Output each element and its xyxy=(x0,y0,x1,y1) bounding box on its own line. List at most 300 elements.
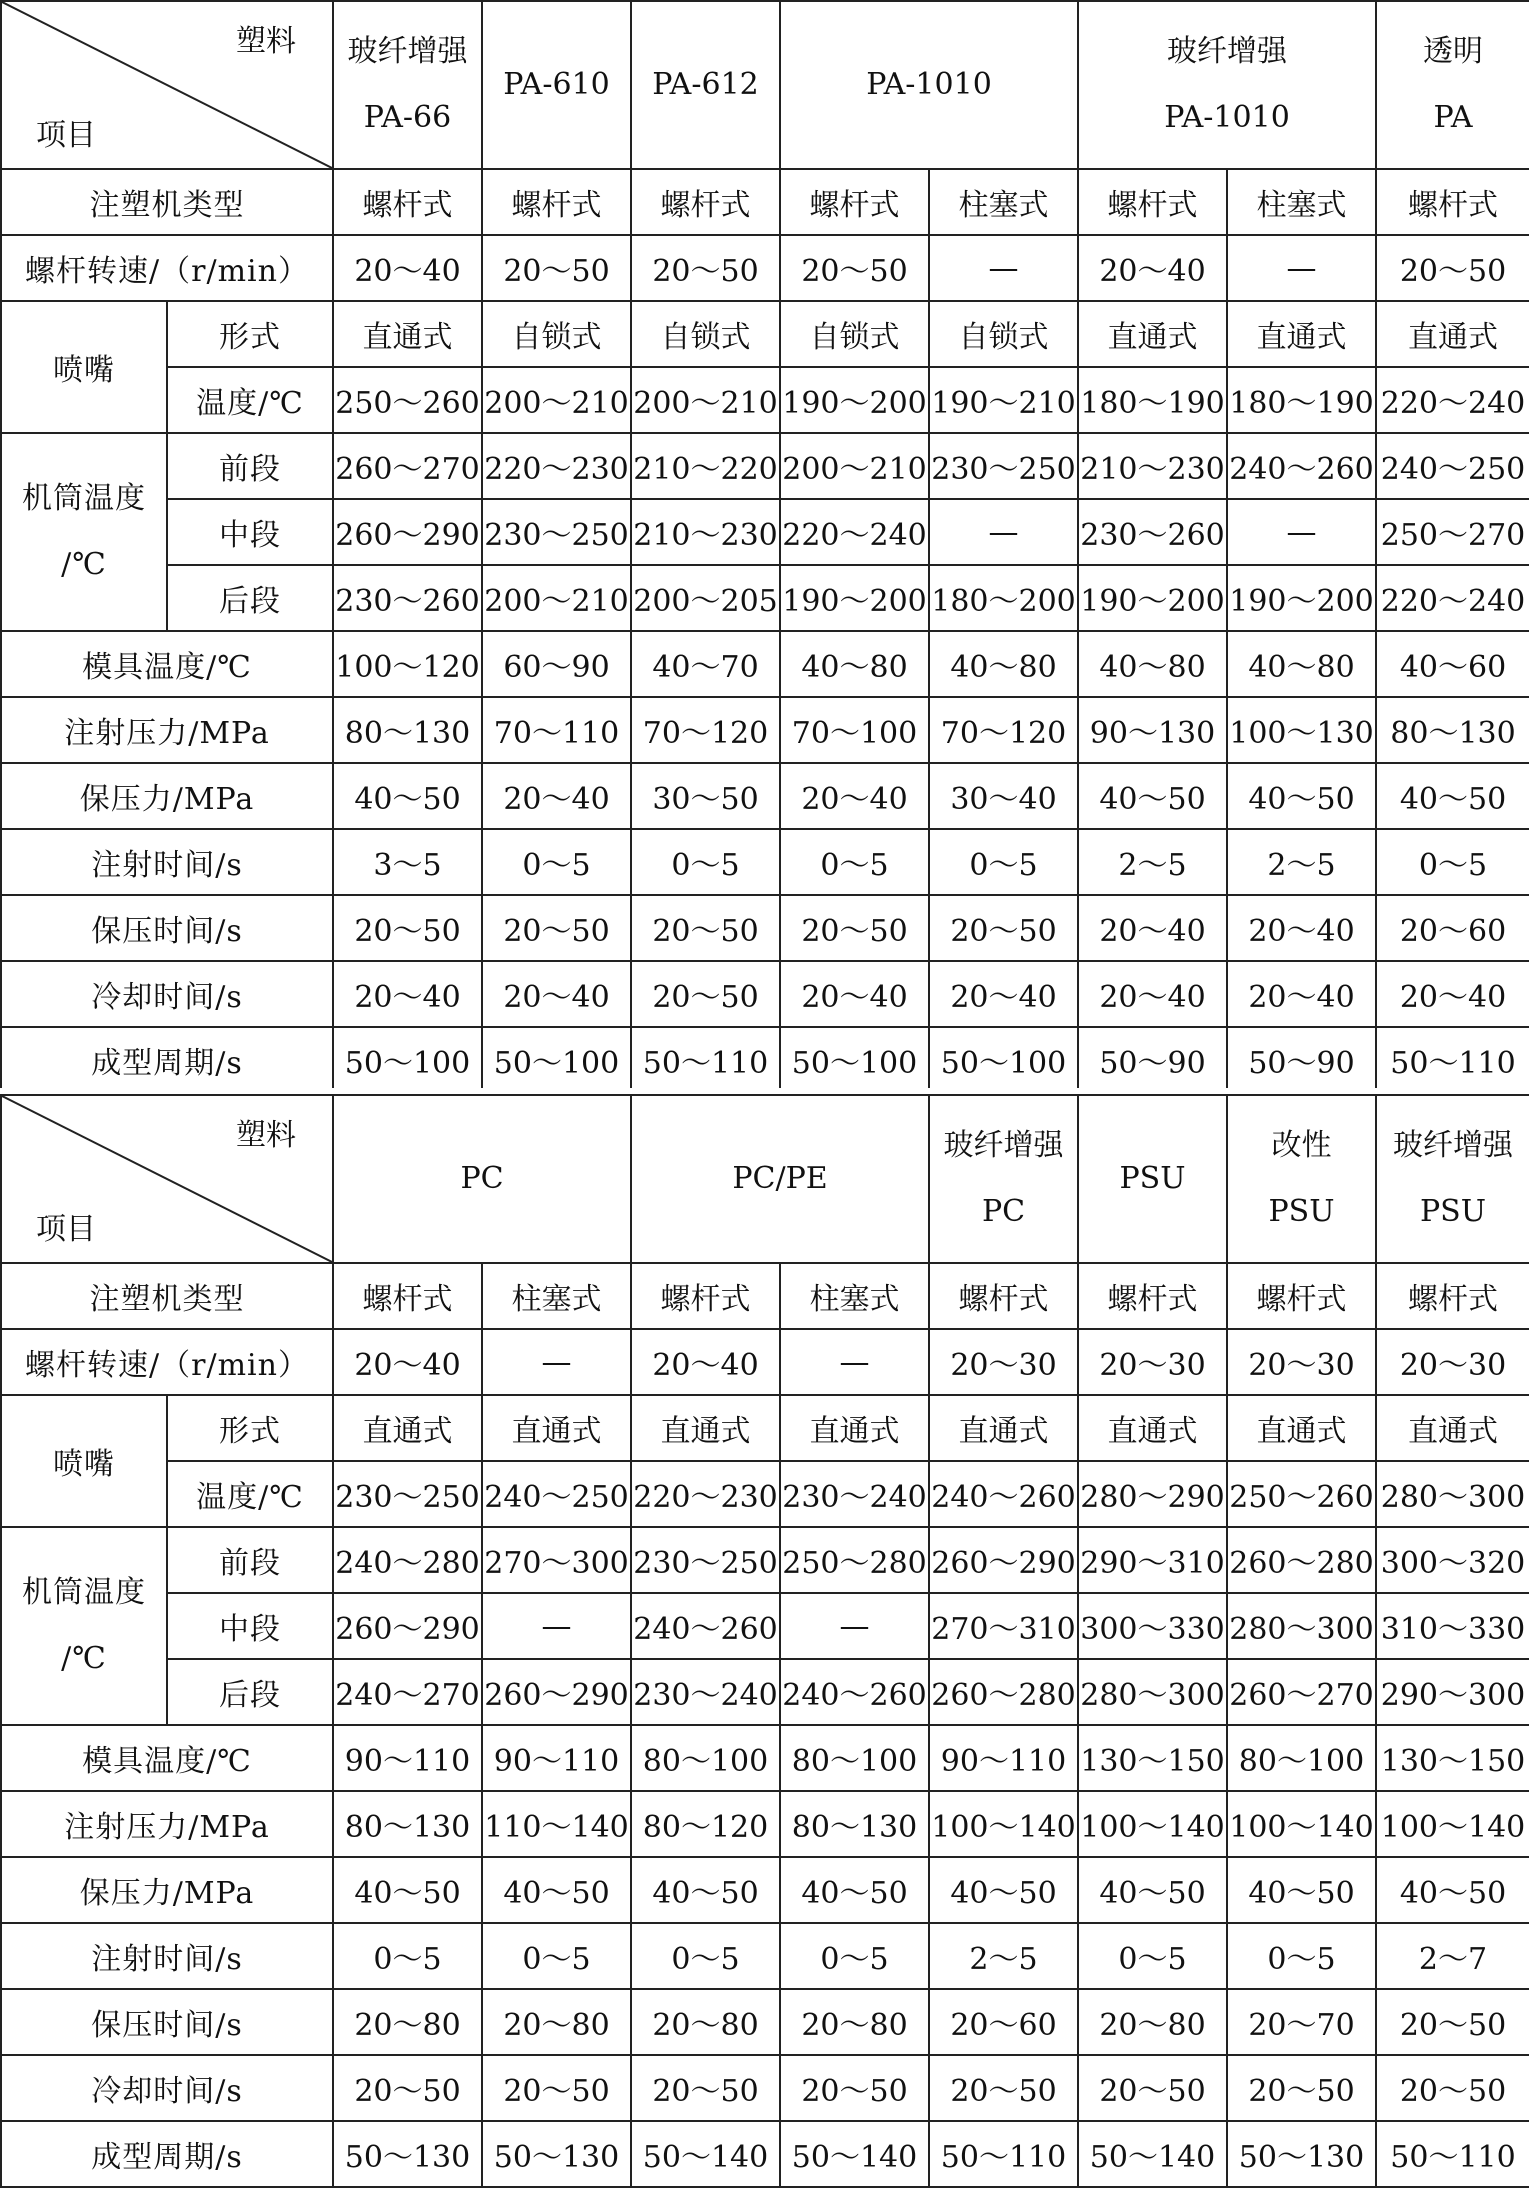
value-cell: 0～5 xyxy=(1227,1923,1376,1989)
table-row xyxy=(1,631,1529,697)
table-row xyxy=(1,697,1529,763)
value-cell: 50～100 xyxy=(482,1027,631,1093)
value-cell: 螺杆式 xyxy=(1376,1263,1529,1329)
value-cell: 20～30 xyxy=(1078,1329,1227,1395)
value-cell: 螺杆式 xyxy=(1227,1263,1376,1329)
value-cell: 80～100 xyxy=(631,1725,780,1791)
value-cell: 直通式 xyxy=(482,1395,631,1461)
value-cell: 2～5 xyxy=(1227,829,1376,895)
value-cell: 50～100 xyxy=(780,1027,929,1093)
barrel-group-label: 机筒温度 /℃ xyxy=(1,433,167,631)
row-label: 注射压力/MPa xyxy=(1,697,333,763)
value-cell: 螺杆式 xyxy=(1078,169,1227,235)
row-label: 螺杆转速/（r/min） xyxy=(1,1329,333,1395)
value-cell: 20～50 xyxy=(1078,2055,1227,2121)
value-cell: 80～100 xyxy=(1227,1725,1376,1791)
value-cell: 直通式 xyxy=(1227,1395,1376,1461)
value-cell: 50～90 xyxy=(1227,1027,1376,1093)
value-cell: 直通式 xyxy=(333,301,482,367)
table-row xyxy=(1,499,1529,565)
value-cell: 20～40 xyxy=(1376,961,1529,1027)
value-cell: 20～80 xyxy=(1078,1989,1227,2055)
value-cell: 20～40 xyxy=(1078,235,1227,301)
value-cell: 20～50 xyxy=(333,2055,482,2121)
value-cell: 螺杆式 xyxy=(333,1263,482,1329)
row-label: 螺杆转速/（r/min） xyxy=(1,235,333,301)
value-cell: 20～40 xyxy=(780,763,929,829)
value-cell: 230～250 xyxy=(482,499,631,565)
table-row xyxy=(1,1263,1529,1329)
value-cell: 20～40 xyxy=(482,961,631,1027)
material-header-gf-psu: 玻纤增强 PSU xyxy=(1376,1095,1529,1263)
value-cell: 70～110 xyxy=(482,697,631,763)
value-cell: 230～250 xyxy=(333,1461,482,1527)
row-label: 保压时间/s xyxy=(1,895,333,961)
value-cell: 220～240 xyxy=(1376,367,1529,433)
value-cell: 20～40 xyxy=(482,763,631,829)
value-cell: 110～140 xyxy=(482,1791,631,1857)
value-cell: 20～40 xyxy=(333,1329,482,1395)
table-row xyxy=(1,1659,1529,1725)
corner-header-cell xyxy=(1,1,333,169)
material-header-pa1010: PA-1010 xyxy=(780,1,1078,169)
value-cell: 0～5 xyxy=(482,1923,631,1989)
corner-item-label: 项目 xyxy=(36,1212,96,1247)
value-cell: 2～5 xyxy=(929,1923,1078,1989)
value-cell: 20～50 xyxy=(929,2055,1078,2121)
value-cell: 260～290 xyxy=(482,1659,631,1725)
value-cell: 50～100 xyxy=(333,1027,482,1093)
value-cell: 230～260 xyxy=(333,565,482,631)
value-cell: 250～270 xyxy=(1376,499,1529,565)
table-row xyxy=(1,895,1529,961)
value-cell: 40～50 xyxy=(1227,763,1376,829)
value-cell: 40～50 xyxy=(1376,763,1529,829)
table-row xyxy=(1,1329,1529,1395)
value-cell: 40～80 xyxy=(780,631,929,697)
value-cell: — xyxy=(780,1329,929,1395)
nozzle-group-label: 喷嘴 xyxy=(1,301,167,433)
value-cell: 190～210 xyxy=(929,367,1078,433)
value-cell: 自锁式 xyxy=(929,301,1078,367)
value-cell: 240～260 xyxy=(780,1659,929,1725)
value-cell: 270～300 xyxy=(482,1527,631,1593)
value-cell: 自锁式 xyxy=(482,301,631,367)
value-cell: 直通式 xyxy=(333,1395,482,1461)
value-cell: 0～5 xyxy=(780,1923,929,1989)
value-cell: 280～290 xyxy=(1078,1461,1227,1527)
material-header-gf-pa66: 玻纤增强 PA-66 xyxy=(333,1,482,169)
material-header-modified-psu: 改性 PSU xyxy=(1227,1095,1376,1263)
value-cell: 20～40 xyxy=(631,1329,780,1395)
value-cell: 20～50 xyxy=(631,895,780,961)
value-cell: 柱塞式 xyxy=(482,1263,631,1329)
value-cell: 40～50 xyxy=(333,763,482,829)
process-table-pa xyxy=(0,0,1529,1094)
value-cell: 220～230 xyxy=(482,433,631,499)
value-cell: 80～130 xyxy=(780,1791,929,1857)
value-cell: 20～60 xyxy=(1376,895,1529,961)
value-cell: 100～120 xyxy=(333,631,482,697)
table-row xyxy=(1,1527,1529,1593)
value-cell: 20～40 xyxy=(780,961,929,1027)
table-row xyxy=(1,1989,1529,2055)
material-header-pc: PC xyxy=(333,1095,631,1263)
row-sublabel: 形式 xyxy=(167,1395,333,1461)
row-label: 注射压力/MPa xyxy=(1,1791,333,1857)
value-cell: 3～5 xyxy=(333,829,482,895)
value-cell: 90～110 xyxy=(482,1725,631,1791)
value-cell: 90～130 xyxy=(1078,697,1227,763)
value-cell: 40～50 xyxy=(1227,1857,1376,1923)
value-cell: 50～130 xyxy=(1227,2121,1376,2187)
value-cell: — xyxy=(929,499,1078,565)
value-cell: 60～90 xyxy=(482,631,631,697)
value-cell: 柱塞式 xyxy=(780,1263,929,1329)
value-cell: 20～50 xyxy=(929,895,1078,961)
value-cell: 40～50 xyxy=(1078,1857,1227,1923)
value-cell: 260～290 xyxy=(333,499,482,565)
value-cell: 270～310 xyxy=(929,1593,1078,1659)
row-label: 保压力/MPa xyxy=(1,763,333,829)
material-header-pc-pe: PC/PE xyxy=(631,1095,929,1263)
value-cell: — xyxy=(482,1593,631,1659)
value-cell: 0～5 xyxy=(1078,1923,1227,1989)
table-row xyxy=(1,235,1529,301)
value-cell: 40～50 xyxy=(333,1857,482,1923)
value-cell: 20～50 xyxy=(333,895,482,961)
value-cell: 螺杆式 xyxy=(482,169,631,235)
value-cell: 240～250 xyxy=(1376,433,1529,499)
value-cell: 80～130 xyxy=(333,1791,482,1857)
value-cell: 自锁式 xyxy=(631,301,780,367)
row-sublabel: 温度/℃ xyxy=(167,1461,333,1527)
value-cell: 70～120 xyxy=(929,697,1078,763)
table-row xyxy=(1,1923,1529,1989)
row-label: 成型周期/s xyxy=(1,1027,333,1093)
value-cell: 50～100 xyxy=(929,1027,1078,1093)
value-cell: 210～220 xyxy=(631,433,780,499)
value-cell: 直通式 xyxy=(1227,301,1376,367)
value-cell: 40～80 xyxy=(1227,631,1376,697)
value-cell: 0～5 xyxy=(482,829,631,895)
value-cell: 0～5 xyxy=(631,829,780,895)
value-cell: 20～30 xyxy=(929,1329,1078,1395)
value-cell: 70～120 xyxy=(631,697,780,763)
value-cell: 20～40 xyxy=(1227,961,1376,1027)
table-row xyxy=(1,1461,1529,1527)
value-cell: 20～50 xyxy=(482,895,631,961)
value-cell: 230～240 xyxy=(631,1659,780,1725)
row-label: 注射时间/s xyxy=(1,829,333,895)
value-cell: 20～50 xyxy=(631,2055,780,2121)
table-row xyxy=(1,301,1529,367)
table-row xyxy=(1,565,1529,631)
value-cell: 180～190 xyxy=(1078,367,1227,433)
value-cell: 230～250 xyxy=(929,433,1078,499)
value-cell: 20～70 xyxy=(1227,1989,1376,2055)
value-cell: 260～280 xyxy=(1227,1527,1376,1593)
value-cell: 240～260 xyxy=(929,1461,1078,1527)
value-cell: 30～50 xyxy=(631,763,780,829)
value-cell: 柱塞式 xyxy=(1227,169,1376,235)
value-cell: 直通式 xyxy=(1078,1395,1227,1461)
value-cell: 190～200 xyxy=(1227,565,1376,631)
material-header-transparent-pa: 透明 PA xyxy=(1376,1,1529,169)
value-cell: 130～150 xyxy=(1078,1725,1227,1791)
value-cell: 50～110 xyxy=(1376,2121,1529,2187)
value-cell: 20～30 xyxy=(1376,1329,1529,1395)
value-cell: 直通式 xyxy=(1376,1395,1529,1461)
row-label: 保压时间/s xyxy=(1,1989,333,2055)
value-cell: 40～50 xyxy=(482,1857,631,1923)
value-cell: 20～50 xyxy=(1376,2055,1529,2121)
value-cell: 240～270 xyxy=(333,1659,482,1725)
value-cell: 20～50 xyxy=(631,961,780,1027)
value-cell: 20～50 xyxy=(1376,1989,1529,2055)
table-row xyxy=(1,367,1529,433)
value-cell: 190～200 xyxy=(780,565,929,631)
value-cell: 240～250 xyxy=(482,1461,631,1527)
material-header-gf-pc: 玻纤增强 PC xyxy=(929,1095,1078,1263)
material-header-psu: PSU xyxy=(1078,1095,1227,1263)
row-label: 冷却时间/s xyxy=(1,961,333,1027)
value-cell: 240～280 xyxy=(333,1527,482,1593)
value-cell: 50～110 xyxy=(929,2121,1078,2187)
value-cell: 260～270 xyxy=(333,433,482,499)
value-cell: 90～110 xyxy=(929,1725,1078,1791)
process-table-pc-psu xyxy=(0,1094,1529,2188)
value-cell: 20～80 xyxy=(482,1989,631,2055)
value-cell: 0～5 xyxy=(929,829,1078,895)
material-header-gf-pa1010: 玻纤增强 PA-1010 xyxy=(1078,1,1376,169)
value-cell: 20～50 xyxy=(482,235,631,301)
value-cell: 20～50 xyxy=(631,235,780,301)
value-cell: 190～200 xyxy=(1078,565,1227,631)
value-cell: 100～130 xyxy=(1227,697,1376,763)
value-cell: 80～130 xyxy=(333,697,482,763)
value-cell: 260～290 xyxy=(333,1593,482,1659)
value-cell: 50～140 xyxy=(1078,2121,1227,2187)
value-cell: 250～260 xyxy=(1227,1461,1376,1527)
value-cell: 280～300 xyxy=(1376,1461,1529,1527)
value-cell: 230～260 xyxy=(1078,499,1227,565)
table-row xyxy=(1,1027,1529,1093)
value-cell: 300～330 xyxy=(1078,1593,1227,1659)
row-label: 模具温度/℃ xyxy=(1,631,333,697)
row-sublabel: 后段 xyxy=(167,565,333,631)
barrel-group-label: 机筒温度 /℃ xyxy=(1,1527,167,1725)
value-cell: 40～50 xyxy=(780,1857,929,1923)
value-cell: 50～110 xyxy=(631,1027,780,1093)
nozzle-group-label: 喷嘴 xyxy=(1,1395,167,1527)
value-cell: 100～140 xyxy=(929,1791,1078,1857)
row-sublabel: 形式 xyxy=(167,301,333,367)
value-cell: 260～290 xyxy=(929,1527,1078,1593)
value-cell: 290～310 xyxy=(1078,1527,1227,1593)
value-cell: 50～90 xyxy=(1078,1027,1227,1093)
value-cell: 80～130 xyxy=(1376,697,1529,763)
value-cell: 250～280 xyxy=(780,1527,929,1593)
value-cell: 240～260 xyxy=(631,1593,780,1659)
value-cell: 20～50 xyxy=(1376,235,1529,301)
value-cell: 200～205 xyxy=(631,565,780,631)
value-cell: — xyxy=(780,1593,929,1659)
corner-item-label: 项目 xyxy=(36,118,96,153)
value-cell: 230～240 xyxy=(780,1461,929,1527)
value-cell: 280～300 xyxy=(1227,1593,1376,1659)
value-cell: 20～50 xyxy=(780,2055,929,2121)
corner-header-cell xyxy=(1,1095,333,1263)
value-cell: 200～210 xyxy=(631,367,780,433)
value-cell: 螺杆式 xyxy=(780,169,929,235)
value-cell: 50～110 xyxy=(1376,1027,1529,1093)
value-cell: 100～140 xyxy=(1376,1791,1529,1857)
value-cell: 20～40 xyxy=(333,235,482,301)
value-cell: 直通式 xyxy=(780,1395,929,1461)
value-cell: 直通式 xyxy=(1078,301,1227,367)
value-cell: 20～30 xyxy=(1227,1329,1376,1395)
row-sublabel: 前段 xyxy=(167,433,333,499)
value-cell: 100～140 xyxy=(1078,1791,1227,1857)
value-cell: 50～130 xyxy=(333,2121,482,2187)
value-cell: 40～50 xyxy=(631,1857,780,1923)
value-cell: — xyxy=(1227,499,1376,565)
table-row xyxy=(1,1593,1529,1659)
value-cell: 20～40 xyxy=(1078,895,1227,961)
table-row xyxy=(1,1395,1529,1461)
table-row xyxy=(1,1791,1529,1857)
value-cell: 2～5 xyxy=(1078,829,1227,895)
value-cell: 20～50 xyxy=(482,2055,631,2121)
value-cell: 直通式 xyxy=(1376,301,1529,367)
value-cell: 180～200 xyxy=(929,565,1078,631)
value-cell: 螺杆式 xyxy=(1078,1263,1227,1329)
row-sublabel: 后段 xyxy=(167,1659,333,1725)
row-sublabel: 中段 xyxy=(167,1593,333,1659)
value-cell: 40～50 xyxy=(929,1857,1078,1923)
value-cell: 0～5 xyxy=(780,829,929,895)
value-cell: 80～100 xyxy=(780,1725,929,1791)
value-cell: 200～210 xyxy=(780,433,929,499)
value-cell: 螺杆式 xyxy=(1376,169,1529,235)
value-cell: 100～140 xyxy=(1227,1791,1376,1857)
row-sublabel: 温度/℃ xyxy=(167,367,333,433)
value-cell: 180～190 xyxy=(1227,367,1376,433)
value-cell: 40～50 xyxy=(1376,1857,1529,1923)
value-cell: 20～40 xyxy=(1078,961,1227,1027)
value-cell: 直通式 xyxy=(929,1395,1078,1461)
value-cell: 2～7 xyxy=(1376,1923,1529,1989)
value-cell: 220～240 xyxy=(1376,565,1529,631)
value-cell: 20～40 xyxy=(333,961,482,1027)
value-cell: 40～50 xyxy=(1078,763,1227,829)
value-cell: 50～140 xyxy=(780,2121,929,2187)
value-cell: 310～330 xyxy=(1376,1593,1529,1659)
value-cell: 260～280 xyxy=(929,1659,1078,1725)
value-cell: 40～80 xyxy=(929,631,1078,697)
row-label: 注射时间/s xyxy=(1,1923,333,1989)
value-cell: 210～230 xyxy=(631,499,780,565)
value-cell: 200～210 xyxy=(482,367,631,433)
value-cell: 自锁式 xyxy=(780,301,929,367)
table-row xyxy=(1,1857,1529,1923)
value-cell: 20～60 xyxy=(929,1989,1078,2055)
table-row xyxy=(1,829,1529,895)
value-cell: — xyxy=(929,235,1078,301)
value-cell: 50～140 xyxy=(631,2121,780,2187)
value-cell: 螺杆式 xyxy=(631,169,780,235)
row-label: 成型周期/s xyxy=(1,2121,333,2187)
value-cell: 230～250 xyxy=(631,1527,780,1593)
value-cell: 40～80 xyxy=(1078,631,1227,697)
value-cell: 260～270 xyxy=(1227,1659,1376,1725)
value-cell: 20～80 xyxy=(780,1989,929,2055)
row-label: 保压力/MPa xyxy=(1,1857,333,1923)
value-cell: 280～300 xyxy=(1078,1659,1227,1725)
value-cell: 30～40 xyxy=(929,763,1078,829)
table-row xyxy=(1,961,1529,1027)
table-row xyxy=(1,169,1529,235)
value-cell: 0～5 xyxy=(631,1923,780,1989)
value-cell: 直通式 xyxy=(631,1395,780,1461)
value-cell: 20～40 xyxy=(929,961,1078,1027)
value-cell: 40～70 xyxy=(631,631,780,697)
value-cell: — xyxy=(482,1329,631,1395)
value-cell: 240～260 xyxy=(1227,433,1376,499)
value-cell: 20～50 xyxy=(1227,2055,1376,2121)
row-label: 模具温度/℃ xyxy=(1,1725,333,1791)
row-sublabel: 前段 xyxy=(167,1527,333,1593)
corner-plastic-label: 塑料 xyxy=(236,1118,296,1153)
value-cell: 20～40 xyxy=(1227,895,1376,961)
value-cell: 20～80 xyxy=(631,1989,780,2055)
value-cell: 20～50 xyxy=(780,235,929,301)
table-row xyxy=(1,433,1529,499)
value-cell: 220～240 xyxy=(780,499,929,565)
value-cell: 柱塞式 xyxy=(929,169,1078,235)
value-cell: 40～60 xyxy=(1376,631,1529,697)
value-cell: 210～230 xyxy=(1078,433,1227,499)
value-cell: 螺杆式 xyxy=(333,169,482,235)
material-header-pa610: PA-610 xyxy=(482,1,631,169)
table-row xyxy=(1,2121,1529,2187)
value-cell: 螺杆式 xyxy=(929,1263,1078,1329)
value-cell: 0～5 xyxy=(1376,829,1529,895)
row-label: 注塑机类型 xyxy=(1,169,333,235)
table-row xyxy=(1,1725,1529,1791)
value-cell: 0～5 xyxy=(333,1923,482,1989)
value-cell: 190～200 xyxy=(780,367,929,433)
value-cell: 250～260 xyxy=(333,367,482,433)
row-label: 冷却时间/s xyxy=(1,2055,333,2121)
value-cell: 90～110 xyxy=(333,1725,482,1791)
table-row xyxy=(1,2055,1529,2121)
value-cell: 220～230 xyxy=(631,1461,780,1527)
value-cell: 20～50 xyxy=(780,895,929,961)
value-cell: 200～210 xyxy=(482,565,631,631)
value-cell: 130～150 xyxy=(1376,1725,1529,1791)
value-cell: 290～300 xyxy=(1376,1659,1529,1725)
value-cell: 300～320 xyxy=(1376,1527,1529,1593)
value-cell: 螺杆式 xyxy=(631,1263,780,1329)
value-cell: 80～120 xyxy=(631,1791,780,1857)
corner-plastic-label: 塑料 xyxy=(236,24,296,59)
row-label: 注塑机类型 xyxy=(1,1263,333,1329)
value-cell: — xyxy=(1227,235,1376,301)
table-row xyxy=(1,763,1529,829)
value-cell: 50～130 xyxy=(482,2121,631,2187)
